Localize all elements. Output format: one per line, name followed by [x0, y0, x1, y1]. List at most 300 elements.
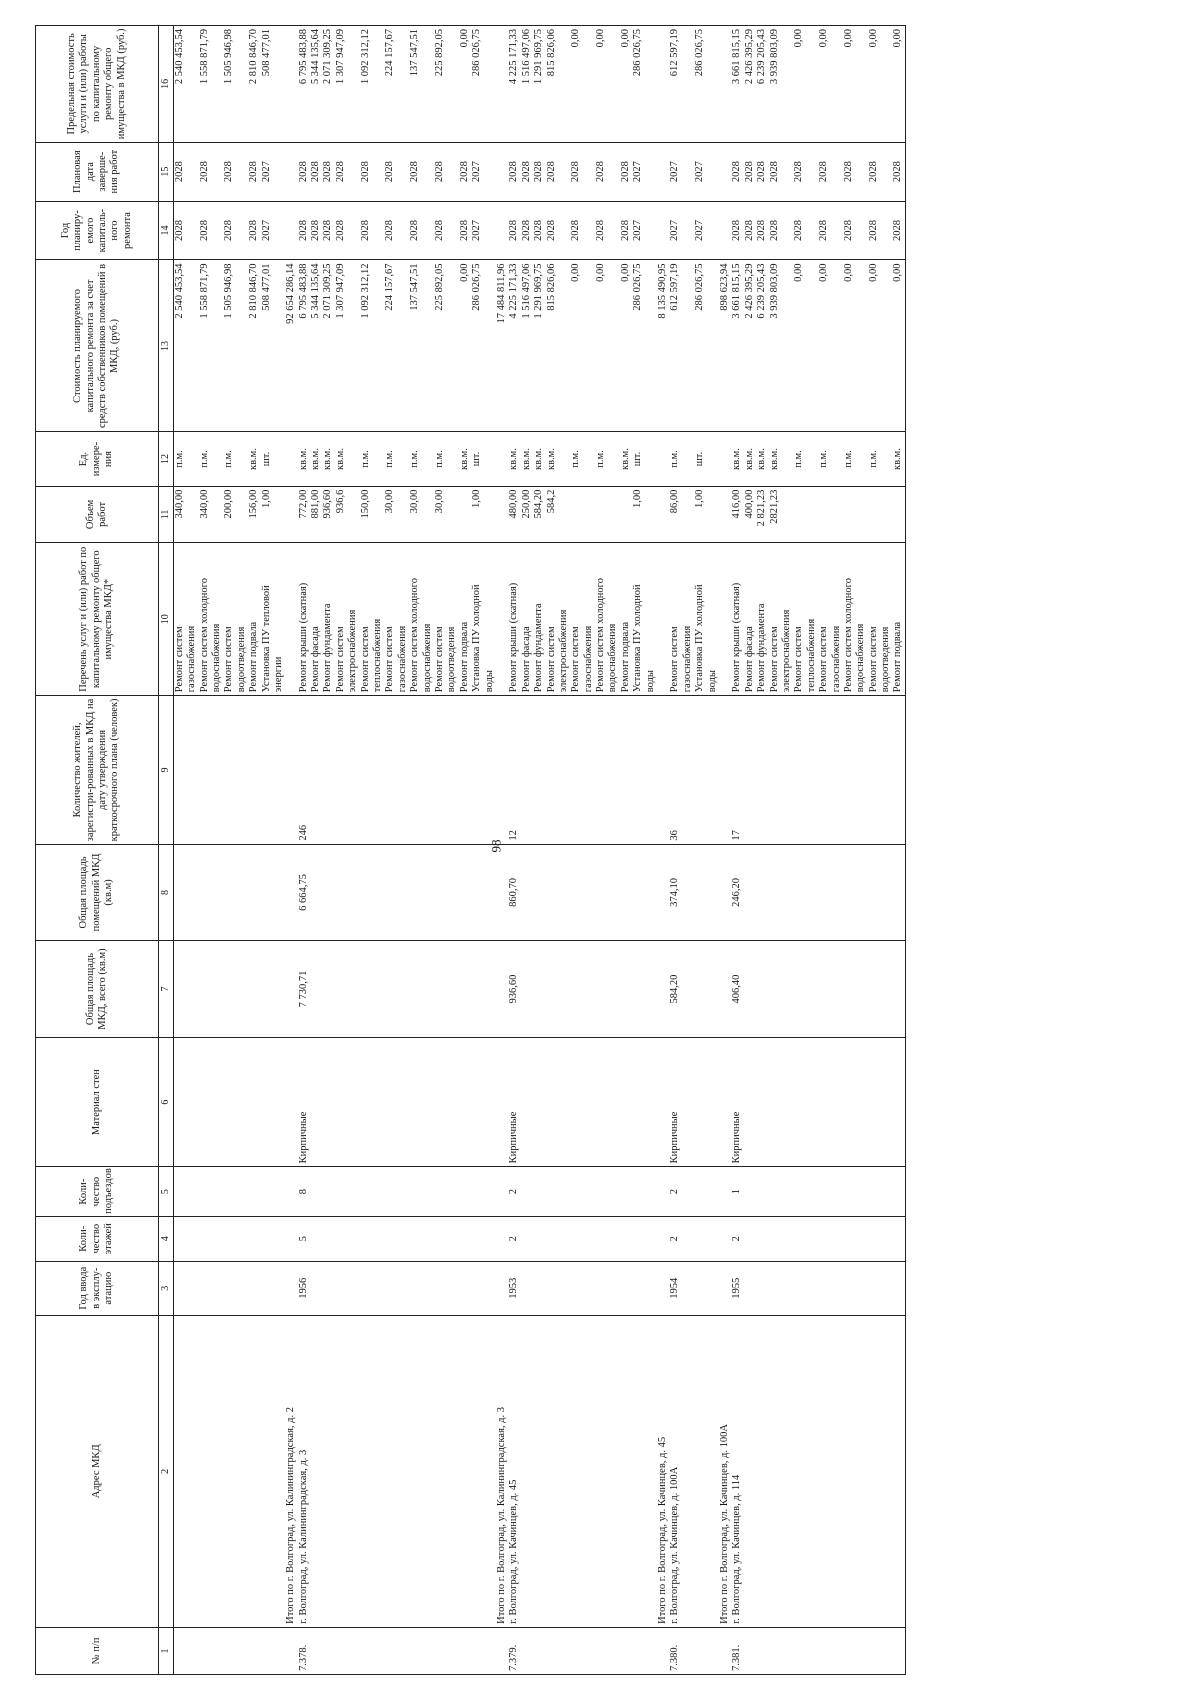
finish-value [446, 146, 458, 198]
floors-cell [508, 1216, 657, 1261]
empty-cell [719, 941, 731, 1038]
limit-value: 6 795 483,88 [297, 29, 309, 85]
floors: 2 [669, 1236, 681, 1242]
finish-value: 2027 [632, 161, 644, 183]
entrances-cell [508, 1167, 657, 1216]
cost-value: 508 477,01 [260, 263, 272, 311]
cost-value: 0,00 [818, 263, 830, 282]
empty-cell [285, 543, 297, 696]
finish-value: 2027 [471, 161, 483, 183]
finish-value: 2028 [198, 161, 210, 183]
work-item: Ремонт фасада [310, 626, 322, 693]
limit-value [397, 29, 409, 139]
unit-value: п.м. [223, 450, 235, 468]
year-value: 2028 [173, 220, 185, 242]
empty-cell [173, 1261, 285, 1315]
total-cost: 92 654 286,14 [285, 263, 297, 324]
unit-value: кв.м. [334, 448, 346, 471]
work-item: Установка ПУ холодной [694, 584, 706, 693]
finish-value: 2028 [619, 161, 631, 183]
finish-value [397, 146, 409, 198]
unit-value: кв.м. [520, 448, 532, 471]
limit-value [347, 29, 359, 139]
unit-value [347, 435, 359, 482]
work-item: водоснабжения [421, 623, 433, 693]
limit-value [446, 29, 458, 139]
year-value [831, 205, 843, 257]
empty-cell [173, 1167, 285, 1216]
year-value: 2028 [842, 220, 854, 242]
cost-value: 286 026,75 [694, 263, 706, 311]
unit-value [583, 435, 595, 482]
limit-value [880, 29, 892, 139]
empty-cell [496, 1167, 508, 1216]
empty-cell [173, 1216, 285, 1261]
empty-cell [496, 201, 508, 260]
finish-value [855, 146, 867, 198]
work-item: Ремонт систем холодного [842, 578, 854, 693]
works-cell [173, 543, 285, 696]
column-header-3: Год ввода в эксплу-атацию [36, 1261, 159, 1315]
material-cell [298, 1037, 496, 1167]
address: г. Волгоград, ул. Калининградская, д. 3 [297, 1449, 309, 1624]
residents: 17 [731, 830, 743, 841]
page-number: 98 [488, 839, 504, 853]
limit-value: 1 558 871,79 [198, 29, 210, 85]
column-number-16: 16 [159, 26, 174, 143]
empty-cell [173, 1315, 285, 1627]
entrances: 2 [669, 1188, 681, 1195]
column-header-14: Год планиру-емого капиталь-ного ремонта [36, 201, 159, 260]
work-item: Ремонт систем [359, 626, 371, 693]
unit-value: п.м. [384, 450, 396, 468]
year-value: 2028 [768, 220, 780, 242]
limit-value: 1 291 969,75 [533, 29, 545, 85]
work-item: водоснабжения [855, 623, 867, 693]
limit-value: 1 516 497,06 [520, 29, 532, 85]
column-number-10: 10 [159, 543, 174, 696]
finish-value [347, 146, 359, 198]
year-cell [173, 201, 285, 260]
total-label: Итого по г. Волгоград, ул. Калининградская, д. 2 [285, 1407, 297, 1624]
work-item: Установка ПУ тепловой [260, 585, 272, 693]
empty-cell [657, 941, 669, 1038]
empty-cell [719, 1037, 731, 1167]
volume-value [793, 490, 805, 540]
limit-cell [508, 26, 657, 143]
cost-value [422, 263, 434, 428]
entrances-cell [669, 1167, 719, 1216]
limit-value: 0,00 [595, 29, 607, 48]
volume-value [583, 490, 595, 540]
finish-value: 2028 [743, 161, 755, 183]
limit-value: 2 426 395,29 [743, 29, 755, 85]
work-item: Ремонт систем [545, 626, 557, 693]
unit-value [682, 435, 694, 482]
work-item: Ремонт фундамента [756, 603, 768, 693]
work-item: Ремонт систем [867, 626, 879, 693]
floors-cell [298, 1216, 496, 1261]
empty-cell [496, 1037, 508, 1167]
unit-value: п.м. [669, 450, 681, 468]
cost-value: 2 810 846,70 [248, 263, 260, 319]
empty-cell [496, 1216, 508, 1261]
cost-value [211, 263, 223, 428]
unit-value: кв.м. [756, 448, 768, 471]
unit-value: кв.м. [619, 448, 631, 471]
entrances: 2 [508, 1188, 520, 1195]
year-value: 2028 [595, 220, 607, 242]
cost-value: 137 547,51 [409, 263, 421, 311]
unit-value [397, 435, 409, 482]
address-cell [731, 1315, 905, 1627]
empty-cell [285, 1216, 297, 1261]
finish-value: 2028 [409, 161, 421, 183]
limit-value: 3 939 803,09 [768, 29, 780, 85]
cost-value [855, 263, 867, 428]
volume-value [868, 490, 880, 540]
unit-value [186, 435, 198, 482]
works-cell [508, 543, 657, 696]
work-item: газоснабжения [396, 625, 408, 693]
finish-value: 2028 [520, 161, 532, 183]
limit-cell [298, 26, 496, 143]
volume-value [645, 490, 657, 540]
volume-value: 30,00 [409, 489, 421, 514]
work-item: электроснабжения [557, 609, 569, 693]
total-cost: 17 484 811,96 [495, 263, 507, 324]
year-value [484, 205, 496, 257]
limit-value [682, 29, 694, 139]
area-premises-cell [731, 844, 905, 941]
column-header-4: Коли-чество этажей [36, 1216, 159, 1261]
area-premises-cell [669, 844, 719, 941]
cost-value: 3 661 815,15 [731, 263, 743, 319]
unit-value: п.м. [595, 450, 607, 468]
empty-cell [173, 1037, 285, 1167]
year-value: 2027 [632, 220, 644, 242]
empty-cell [657, 1216, 669, 1261]
year-built-cell [731, 1261, 905, 1315]
year-value: 2028 [508, 220, 520, 242]
year-cell [508, 201, 657, 260]
row-number-cell [298, 1627, 496, 1674]
limit-value [583, 29, 595, 139]
limit-value: 0,00 [793, 29, 805, 48]
year-value: 2028 [731, 220, 743, 242]
empty-cell [285, 486, 297, 543]
volume-value: 200,00 [223, 489, 235, 519]
limit-value: 1 307 947,09 [334, 29, 346, 85]
empty-cell [657, 696, 669, 844]
limit-value: 0,00 [458, 29, 470, 48]
limit-value: 0,00 [892, 29, 904, 48]
cost-value: 0,00 [619, 263, 631, 282]
work-item: газоснабжения [186, 625, 198, 693]
row-number-cell [731, 1627, 905, 1674]
empty-cell [173, 1627, 285, 1674]
year-value: 2028 [248, 220, 260, 242]
finish-value [707, 146, 719, 198]
work-item: Ремонт фасада [743, 626, 755, 693]
limit-value: 6 239 205,43 [756, 29, 768, 85]
cost-value [558, 263, 570, 428]
work-item: теплоснабжения [372, 618, 384, 693]
finish-value: 2028 [892, 161, 904, 183]
entrances: 8 [297, 1188, 309, 1195]
volume-value: 30,00 [434, 489, 445, 514]
year-value [607, 205, 619, 257]
work-item: газоснабжения [681, 625, 693, 693]
unit-value [236, 435, 248, 482]
volume-cell [731, 486, 905, 543]
year-value [211, 205, 223, 257]
empty-cell [285, 26, 297, 143]
cost-value [645, 263, 657, 428]
year-value: 2028 [223, 220, 235, 242]
work-item: Ремонт систем [793, 626, 805, 693]
entrances-cell [298, 1167, 496, 1216]
unit-value: кв.м. [768, 448, 780, 471]
address: г. Волгоград, ул. Качинцев, д. 100А [669, 1466, 681, 1624]
work-item: Ремонт подвала [619, 621, 631, 693]
empty-cell [657, 1627, 669, 1674]
total-cost-cell [719, 260, 731, 432]
work-item: электроснабжения [780, 609, 792, 693]
cost-value: 0,00 [595, 263, 607, 282]
finish-cell [669, 142, 719, 201]
cost-value [880, 263, 892, 428]
volume-value: 584,20 [533, 489, 545, 519]
empty-cell [173, 941, 285, 1038]
finish-value [880, 146, 892, 198]
column-header-12: Ед. измере-ния [36, 432, 159, 486]
volume-value: 1,00 [471, 489, 483, 508]
year-value [273, 205, 285, 257]
cost-value: 225 892,05 [434, 263, 445, 311]
total-cost-cell [285, 260, 297, 432]
column-number-13: 13 [159, 260, 174, 432]
year-cell [298, 201, 496, 260]
limit-value: 5 344 135,64 [310, 29, 322, 85]
unit-value: кв.м. [508, 448, 520, 471]
limit-value: 1 505 946,98 [223, 29, 235, 85]
area-total-cell [731, 941, 905, 1038]
year-cell [669, 201, 719, 260]
work-item: Ремонт подвала [248, 621, 260, 693]
unit-value: п.м. [198, 450, 210, 468]
total-label-cell [285, 1315, 297, 1627]
cost-value: 612 597,19 [669, 263, 681, 311]
limit-value: 286 026,75 [632, 29, 644, 77]
year-value [347, 205, 359, 257]
empty-cell [657, 543, 669, 696]
row-number-cell [669, 1627, 719, 1674]
column-header-7: Общая площадь МКД, всего (кв.м) [36, 941, 159, 1038]
column-header-6: Материал стен [36, 1037, 159, 1167]
total-label-cell [496, 1315, 508, 1627]
capital-repair-table [35, 25, 906, 1675]
work-item: водоотведения [446, 626, 458, 693]
column-header-5: Коли-чество подъездов [36, 1167, 159, 1216]
empty-cell [496, 941, 508, 1038]
unit-value: шт. [632, 451, 644, 467]
volume-cell [173, 486, 285, 543]
limit-value: 286 026,75 [471, 29, 483, 77]
volume-value [892, 490, 904, 540]
table-row [669, 26, 719, 1675]
cost-value [397, 263, 409, 428]
column-number-6: 6 [159, 1037, 174, 1167]
limit-value: 0,00 [619, 29, 631, 48]
column-header-13: Стоимость планируемого капитального ремонта за счет средств собственников помещений в МКД, (руб.) [36, 260, 159, 432]
limit-value: 0,00 [818, 29, 830, 48]
row-number-cell [508, 1627, 657, 1674]
total-row [657, 26, 669, 1675]
finish-value [831, 146, 843, 198]
year-value [707, 205, 719, 257]
limit-value [422, 29, 434, 139]
work-item: Ремонт крыши (скатная) [297, 582, 309, 693]
work-item: Ремонт систем [384, 626, 396, 693]
finish-value [558, 146, 570, 198]
column-header-2: Адрес МКД [36, 1315, 159, 1627]
empty-cell [285, 1627, 297, 1674]
empty-cell [496, 543, 508, 696]
area-total: 584,20 [669, 974, 681, 1004]
finish-value: 2028 [508, 161, 520, 183]
empty-cell [496, 1627, 508, 1674]
cost-value: 0,00 [570, 263, 582, 282]
volume-cell [508, 486, 657, 543]
year-built: 1954 [669, 1277, 681, 1299]
empty-cell [496, 1261, 508, 1315]
unit-value [273, 435, 285, 482]
volume-value [880, 490, 892, 540]
cost-value [446, 263, 458, 428]
empty-cell [173, 696, 285, 844]
finish-value: 2028 [458, 161, 470, 183]
area-total: 7 730,71 [297, 970, 309, 1008]
column-header-15: Плановая дата заверше-ния работ [36, 142, 159, 201]
volume-value [186, 490, 198, 540]
finish-cell [298, 142, 496, 201]
total-label: Итого по г. Волгоград, ул. Качинцев, д. 45 [657, 1436, 669, 1624]
column-header-1: № п/п [36, 1627, 159, 1674]
volume-value: 340,00 [198, 489, 210, 519]
finish-value: 2028 [768, 161, 780, 183]
entrances-cell [731, 1167, 905, 1216]
cost-value: 1 307 947,09 [334, 263, 346, 319]
work-item: Ремонт систем [223, 626, 235, 693]
cost-value: 0,00 [842, 263, 854, 282]
limit-value: 0,00 [842, 29, 854, 48]
cost-value: 0,00 [867, 263, 879, 282]
volume-value [781, 490, 793, 540]
work-item: Установка ПУ холодной [471, 584, 483, 693]
unit-value: кв.м. [297, 448, 309, 471]
volume-value: 936,60 [322, 489, 334, 519]
cost-value: 1 505 946,98 [223, 263, 235, 319]
column-header-10: Перечень услуг и (или) работ по капитальному ремонту общего имущества МКД* [36, 543, 159, 696]
unit-value: кв.м. [743, 448, 755, 471]
cost-value: 1 516 497,06 [520, 263, 532, 319]
column-number-15: 15 [159, 142, 174, 201]
total-label-cell [719, 1315, 731, 1627]
cost-value: 1 291 969,75 [533, 263, 545, 319]
volume-value [211, 490, 223, 540]
finish-value: 2028 [310, 161, 322, 183]
empty-cell [285, 941, 297, 1038]
volume-value: 1,00 [694, 489, 706, 508]
area-total: 406,40 [731, 974, 743, 1004]
year-value: 2028 [533, 220, 545, 242]
area-premises-cell [298, 844, 496, 941]
residents: 246 [297, 824, 309, 841]
year-value: 2028 [743, 220, 755, 242]
finish-value: 2028 [570, 161, 582, 183]
work-item: электроснабжения [347, 609, 359, 693]
limit-value [831, 29, 843, 139]
volume-value [843, 490, 855, 540]
unit-value: п.м. [434, 450, 445, 468]
area-total: 936,60 [508, 974, 520, 1004]
finish-value: 2027 [260, 161, 272, 183]
total-label: Итого по г. Волгоград, ул. Качинцев, д. 100А [718, 1424, 730, 1624]
limit-cell [731, 26, 905, 143]
column-number-9: 9 [159, 696, 174, 844]
volume-value [806, 490, 818, 540]
cost-value [607, 263, 619, 428]
empty-cell [719, 844, 731, 941]
finish-value: 2028 [545, 161, 557, 183]
volume-value [422, 490, 434, 540]
work-item: Ремонт систем холодного [595, 578, 607, 693]
year-value: 2028 [409, 220, 421, 242]
empty-cell [285, 1167, 297, 1216]
table-row [508, 26, 657, 1675]
finish-value: 2028 [173, 161, 185, 183]
area-premises: 860,70 [508, 878, 520, 907]
work-item: воды [644, 670, 656, 693]
finish-value [186, 146, 198, 198]
finish-value: 2028 [434, 161, 445, 183]
cost-value: 1 558 871,79 [198, 263, 210, 319]
area-premises: 374,10 [669, 878, 681, 907]
wall-material: Кирпичные [669, 1111, 681, 1164]
total-label: Итого по г. Волгоград, ул. Калининградская, д. 3 [495, 1407, 507, 1624]
year-value: 2027 [471, 220, 483, 242]
empty-cell [657, 486, 669, 543]
year-value: 2028 [520, 220, 532, 242]
column-number-7: 7 [159, 941, 174, 1038]
unit-value: п.м. [842, 450, 854, 468]
work-item: Ремонт систем холодного [409, 578, 421, 693]
limit-value: 0,00 [867, 29, 879, 48]
empty-cell [719, 26, 731, 143]
limit-value: 225 892,05 [434, 29, 445, 77]
total-cost: 8 135 490,95 [657, 263, 669, 319]
year-value: 2028 [545, 220, 557, 242]
cost-value: 3 939 803,09 [768, 263, 780, 319]
year-value: 2028 [756, 220, 768, 242]
limit-value [186, 29, 198, 139]
entrances: 1 [731, 1188, 743, 1195]
unit-value: п.м. [173, 450, 185, 468]
unit-value: кв.м. [310, 448, 322, 471]
floors-cell [669, 1216, 719, 1261]
volume-value: 150,00 [359, 489, 371, 519]
